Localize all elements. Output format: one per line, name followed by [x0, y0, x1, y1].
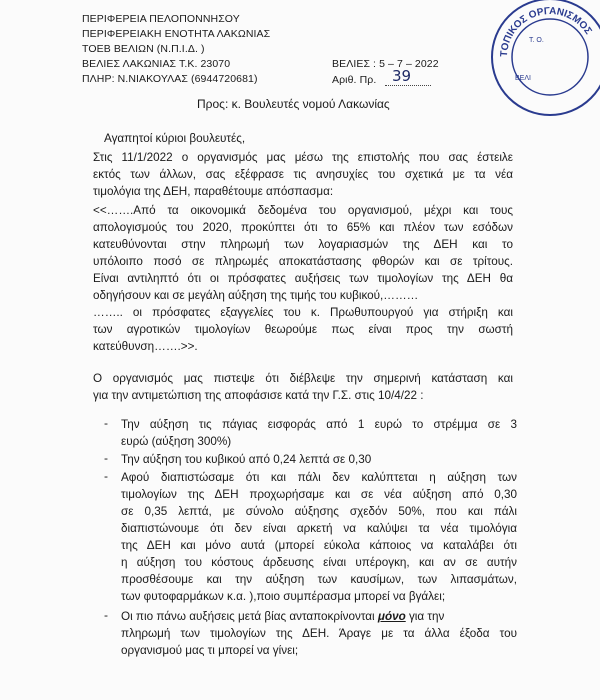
- quote-line-6: οδηγήσουν και σε μεγάλη αύξηση της τιμής του κυβικού,………: [93, 289, 419, 302]
- bullet-2-line-1: Την αύξηση του κυβικού από 0,24 λεπτά σε 0,30: [121, 453, 372, 466]
- bullet-4-emphasis: μόνο: [377, 610, 406, 623]
- bullet-4-line-2: πληρωμή των τιμολογίων της ΔΕΗ. Άραγε με τα άλλα έξοδα του: [121, 627, 517, 640]
- bullet-3-line-7: προσθέσουμε και την αύξηση των καυσίμων, των λιπασμάτων,: [121, 573, 517, 586]
- quote-line-3: κατευθύνονται στην πληρωμή των λογαριασμών της ΔΕΗ και το: [93, 238, 513, 251]
- bullet-1-line-2: ευρώ (αύξηση 300%): [121, 435, 232, 448]
- bullet-4-text-after: για την: [405, 610, 445, 623]
- bullet-3-line-2: τιμολογίων της ΔΕΗ προχωρήσαμε και σε νέα αύξηση από 0,30: [121, 488, 517, 501]
- bullet-dash-4: -: [104, 608, 108, 622]
- quote-line-9: κατεύθυνση…….>>.: [93, 340, 198, 353]
- organization-stamp: [485, 0, 600, 122]
- stamp-outer-text: ΤΟΠΙΚΟΣ ΟΡΓΑΝΙΣΜΟΣ: [498, 5, 594, 58]
- header-contact: ΠΛΗΡ: Ν.ΝΙΑΚΟΥΛΑΣ (6944720681): [82, 73, 258, 85]
- header-authority-line-2: ΠΕΡΙΦΕΡΕΙΑΚΗ ΕΝΟΤΗΤΑ ΛΑΚΩΝΙΑΣ: [82, 28, 271, 40]
- protocol-number-underline: [385, 85, 431, 86]
- bullet-1-line-1: Την αύξηση τις πάγιας εισφοράς από 1 ευρώ το στρέμμα σε 3: [121, 418, 517, 431]
- stamp-inner-text: ΒΕΛΙ: [515, 75, 531, 82]
- protocol-label: Αριθ. Πρ.: [332, 74, 377, 86]
- recipient-line: Προς: κ. Βουλευτές νομού Λακωνίας: [197, 97, 390, 111]
- bullet-dash-2: -: [104, 451, 108, 465]
- bullet-3-line-3: σε 0,35 λεπτά, με σύνολο αύξησης σχεδόν 50%, που και πάλι: [121, 505, 517, 518]
- letter-date: ΒΕΛΙΕΣ : 5 – 7 – 2022: [332, 58, 439, 70]
- quote-line-8: των αγροτικών τιμολογίων θεωρούμε πως είναι προς την σωστή: [93, 323, 513, 336]
- quote-line-5: Είναι αντιληπτό ότι οι πρόσφατες αυξήσεις των τιμολογίων της ΔΕΗ θα: [93, 272, 513, 285]
- bullet-3-line-6: η αύξηση του κόστους άρδευσης είναι υπέρογκη, και αν σε αυτήν: [121, 556, 517, 569]
- quote-line-2: απολογισμούς του 2020, προκύπτει ότι το 65% και πλέον των εσόδων: [93, 221, 513, 234]
- quote-line-7: …….. οι πρόσφατες εξαγγελίες του κ. Πρωθυπουργού για στήριξη και: [93, 306, 513, 319]
- intro-line-1: Στις 11/1/2022 ο οργανισμός μας μέσω της επιστολής που σας έστειλε: [93, 151, 513, 164]
- intro-line-2: εκτός των άλλων, σας εξέφρασε τις ανησυχίες του σχετικά με τα νέα: [93, 168, 513, 181]
- intro-line-3: τιμολόγια της ΔΕΗ, παραθέτουμε απόσπασμα:: [93, 185, 334, 198]
- bullet-3-line-1: Αφού διαπιστώσαμε ότι και πάλι δεν καλύπτεται η αύξηση των: [121, 471, 517, 484]
- bullet-3-line-4: διαπιστώνουμε ότι δεν είναι αρκετή να καλύψει τα νέα τιμολόγια: [121, 522, 517, 535]
- decision-intro-line-1: Ο οργανισμός μας πιστεψε ότι διέβλεψε την σημερινή κατάσταση και: [93, 372, 513, 385]
- bullet-dash-3: -: [104, 469, 108, 483]
- bullet-4-text-before: Οι πιο πάνω αυξήσεις μετά βίας ανταποκρίνονται: [121, 610, 378, 623]
- header-authority-line-1: ΠΕΡΙΦΕΡΕΙΑ ΠΕΛΟΠΟΝΝΗΣΟΥ: [82, 13, 240, 25]
- stamp-inner-abbrev: Τ. Ο.: [529, 37, 544, 44]
- bullet-4-line-3: οργανισμού μας τι μπορεί να γίνει;: [121, 644, 299, 657]
- quote-line-1: <<…….Από τα οικονομικά δεδομένα του οργανισμού, μέχρι και τους: [93, 204, 513, 217]
- bullet-4-line-1: [121, 608, 444, 625]
- salutation: Αγαπητοί κύριοι βουλευτές,: [104, 132, 246, 145]
- header-address: ΒΕΛΙΕΣ ΛΑΚΩΝΙΑΣ Τ.Κ. 23070: [82, 58, 231, 70]
- protocol-number-handwritten: 39: [392, 67, 412, 85]
- header-organization: ΤΟΕΒ ΒΕΛΙΩΝ (Ν.Π.Ι.Δ. ): [82, 43, 205, 55]
- bullet-3-line-5: της ΔΕΗ και μόνο αυτά (μπορεί εύκολα κάποιος να καταλάβει ότι: [121, 539, 517, 552]
- bullet-dash-1: -: [104, 416, 108, 430]
- bullet-3-line-8: των φυτοφαρμάκων κ.α. ),ποιο συμπέρασμα μπορεί να βγάλει;: [121, 590, 446, 603]
- quote-line-4: υπόλοιπο ποσό σε πληρωμές αποκατάστασης φθορών και σε τρίτους.: [93, 255, 513, 268]
- decision-intro-line-2: για την αντιμετώπιση της αποφάσισε κατά την Γ.Σ. στις 10/4/22 :: [93, 389, 424, 402]
